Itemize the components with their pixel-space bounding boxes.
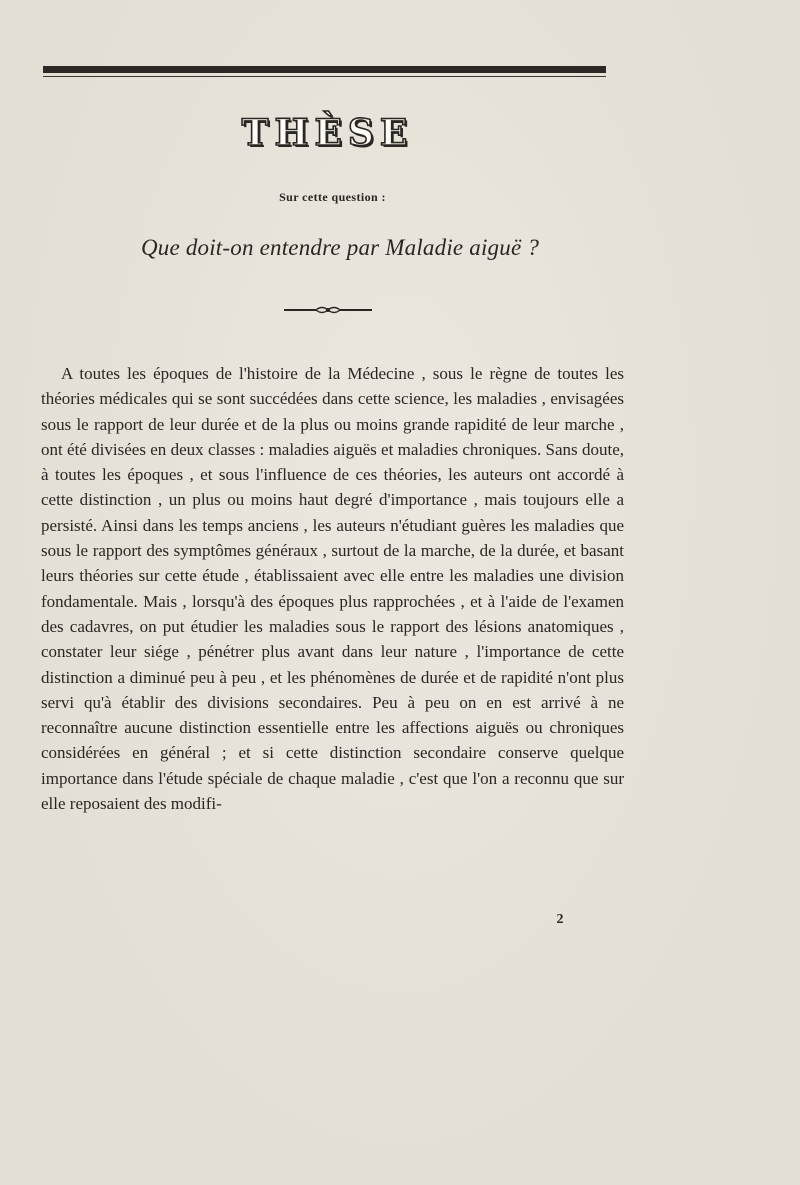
- ornament-divider-icon: [282, 303, 374, 317]
- question-heading: Que doit-on entendre par Maladie aiguë ?: [140, 235, 540, 260]
- body-paragraph: A toutes les époques de l'histoire de la Médecine , sous le règne de toutes les théories médicales qui se sont succédées dans cette science, les maladies , envisagées sous le rapport de leur durée et de la plus ou moins grande rapidité de leur marche , ont été divisées en deux classes : maladies aiguës et maladies chroniques. Sans doute, à toutes les époques , et sous l'influence de ces théories, les auteurs ont accordé à cette distinction , un plus ou moins haut degré d'importance , mais toujours elle a persisté. Ainsi dans les temps anciens , les auteurs n'étudiant guères les maladies que sous le rapport des symptômes généraux , surtout de la marche, de la durée, et basant leurs théories sur cette étude , établissaient avec elle entre les maladies une division fondamentale. Mais , lorsqu'à des époques plus rapprochées , et à l'aide de l'examen des cadavres, on put étudier les maladies sous le rapport des lésions anatomiques , constater leur siége , pénétrer plus avant dans leur nature , l'importance de cette distinction a diminué peu à peu , et les phénomènes de durée et de rapidité n'ont plus servi qu'à établir des divisions secondaires. Peu à peu on en est arrivé à ne reconnaître aucune distinction essentielle entre les affections aiguës ou chroniques considérées en général ; et si cette distinction secondaire conserve quelque importance dans l'étude spéciale de chaque maladie , c'est que l'on a reconnu que sur elle reposaient des modifi-: [41, 364, 624, 814]
- subtitle: Sur cette question :: [279, 190, 386, 204]
- page-title: THÈSE: [241, 112, 414, 154]
- page-number: 2: [556, 912, 564, 927]
- header-rule-thick: [43, 66, 606, 73]
- header-rule-thin: [43, 76, 606, 77]
